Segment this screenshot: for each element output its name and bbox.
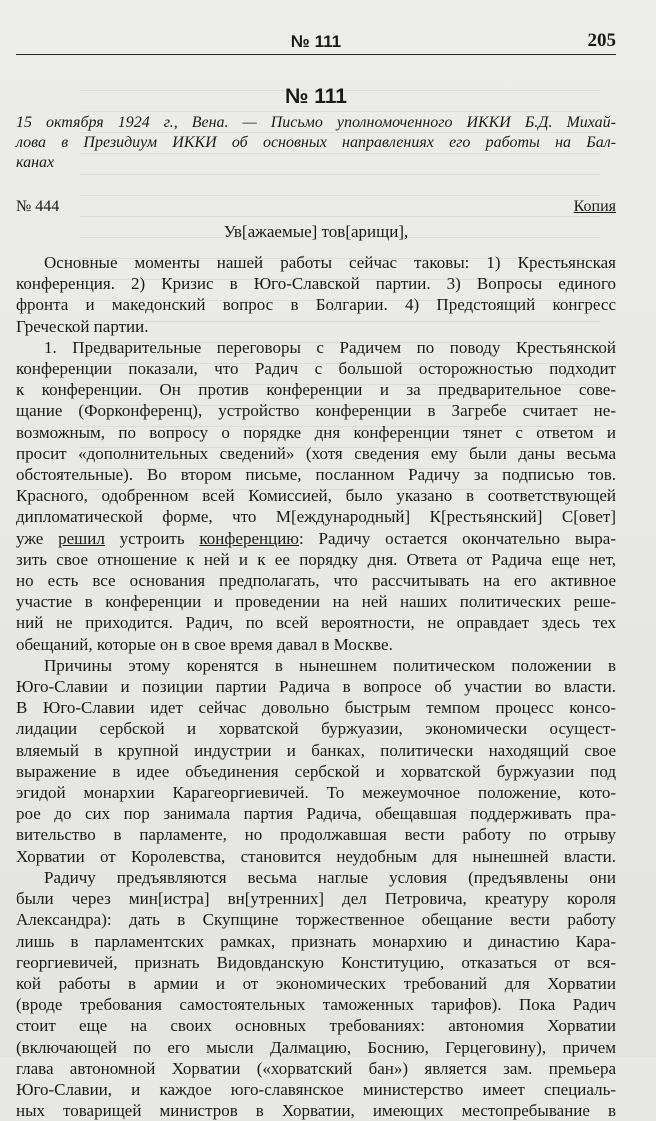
text-line: (вроде требования самостоятельных таможенных тарифов). Пока Радич (16, 995, 616, 1015)
text-line: ний не приходится. Радич, по всей вероятности, не оправдает здесь тех (16, 613, 616, 633)
paragraph-3 (16, 655, 616, 1121)
text-line: лишь в парламентских рамках, признать монархию и династию Кара- (16, 931, 616, 951)
document-heading (16, 113, 616, 173)
paragraph-2 (16, 337, 616, 655)
text-line: возможным, по вопросу о порядке дня конференции тянет с ответом и (16, 422, 616, 442)
text-fragment: устроить (104, 528, 200, 548)
text-line: вляемый в крупной индустрии и банках, политически находящий свое (16, 740, 616, 760)
running-head (16, 28, 616, 55)
document-number: № 111 (285, 85, 347, 108)
text-line: конференции показали, что Радич с большой осторожностью подходит (16, 359, 616, 379)
text-line: фронта и македонский вопрос в Болгарии. 4) Предстоящий конгресс (16, 295, 616, 315)
text-line: Юго-Славии, и каждое юго-славянское министерство имеет специаль- (16, 1079, 616, 1099)
text-line: Греческой партии. (16, 316, 149, 336)
text-line: лидации сербской и хорватской буржуазии, экономически осущест- (16, 719, 616, 739)
text-line: Юго-Славии и позиции партии Радича в вопросе об участии во власти. (16, 677, 616, 697)
underlined-word-resolved: решил (58, 528, 105, 548)
text-line: вительство в парламенте, но продолжавшая вести работу по отрыву (16, 825, 616, 845)
text-line: Хорватии от Королевства, становится неудобным для нынешней власти. (16, 846, 616, 866)
text-line: рое до сих пор занимала партия Радича, обещавшая поддерживать пра- (16, 804, 616, 824)
text-line: стоит еще на своих основных требованиях: автономия Хорватии (16, 1016, 616, 1036)
text-line: Александра): дать в Скупщине торжественное обещание вести работу (16, 910, 616, 930)
text-line: эгидой монархии Карагеоргиевичей. То межеумочное положение, кото- (16, 783, 616, 803)
registration-number: № 444 (16, 198, 60, 215)
text-line: Радичу предъявляются весьма наглые условия (предъявлены они (44, 867, 616, 887)
page-number: 205 (587, 30, 616, 51)
text-line: 1. Предварительные переговоры с Радичем по поводу Крестьянской (44, 337, 616, 357)
underlined-word-conference: конференцию (199, 528, 299, 548)
text-line: глава автономной Хорватии («хорватский бан») является зам. премьера (16, 1058, 616, 1078)
text-line: зить свое отношение к ней и к ее порядку дня. Ответа от Радича еще нет, (16, 549, 616, 569)
paragraph-1 (16, 252, 616, 337)
copy-mark: Копия (573, 198, 616, 215)
text-fragment: : Радичу остается окончательно выра- (299, 528, 616, 548)
heading-line: 15 октября 1924 г., Вена. — Письмо уполномоченного ИККИ Б.Д. Михай- (16, 114, 616, 131)
heading-line: лова в Президиум ИККИ об основных направлениях его работы на Бал- (16, 134, 616, 151)
text-line: Причины этому коренятся в нынешнем политическом положении в (44, 655, 616, 675)
text-line: обещаний, которые он в свое время давал в Москве. (16, 634, 393, 654)
text-line: выражение в идее объединения сербской и хорватской буржуазии под (16, 761, 616, 781)
text-line: к конференции. Он против конференции и за предварительное сове- (16, 380, 616, 400)
text-line: Красного, одобренном всей Комиссией, было указано в соответствующей (16, 486, 616, 506)
text-line: (включающей по его мысли Далмацию, Боснию, Герцеговину), причем (16, 1037, 616, 1057)
text-line: кой работы в армии и от экономических требований для Хорватии (16, 973, 616, 993)
text-fragment: уже (16, 528, 59, 548)
running-head-doc-number: № 111 (290, 32, 342, 51)
text-line: конференция. 2) Кризис в Юго-Славской партии. 3) Вопросы единого (16, 274, 616, 294)
text-line: дипломатической форме, что М[еждународный] К[рестьянский] С[овет] (16, 507, 616, 527)
salutation: Ув[ажаемые] тов[арищи], (223, 222, 409, 241)
underlined-text-line (16, 528, 616, 549)
text-line: щание (Форконференц), устройство конференции в Загребе считает не- (16, 401, 616, 421)
text-line: ных товарищей министров в Хорватии, имеющих местопребывание в (16, 1101, 616, 1121)
text-line: были через мин[истра] вн[утренних] дел Петровича, креатуру короля (16, 889, 616, 909)
text-line: просит «дополнительных сведений» (хотя сведения ему были даны весьма (16, 443, 616, 463)
meta-row (16, 197, 616, 217)
text-line: Основные моменты нашей работы сейчас таковы: 1) Крестьянская (44, 253, 616, 272)
text-line: В Юго-Славии идет сейчас довольно быстрым темпом процесс консо- (16, 698, 616, 718)
heading-line: канах (16, 154, 55, 171)
text-line: но есть все основания предполагать, что рассчитывать на его активное (16, 571, 616, 591)
text-line: обстоятельные). Во втором письме, посланном Радичу за подписью тов. (16, 465, 616, 485)
text-line: участие в конференции и проведении на ней наших политических реше- (16, 592, 616, 612)
text-line: георгиевичей, признать Видовданскую Конституцию, отказаться от вся- (16, 952, 616, 972)
